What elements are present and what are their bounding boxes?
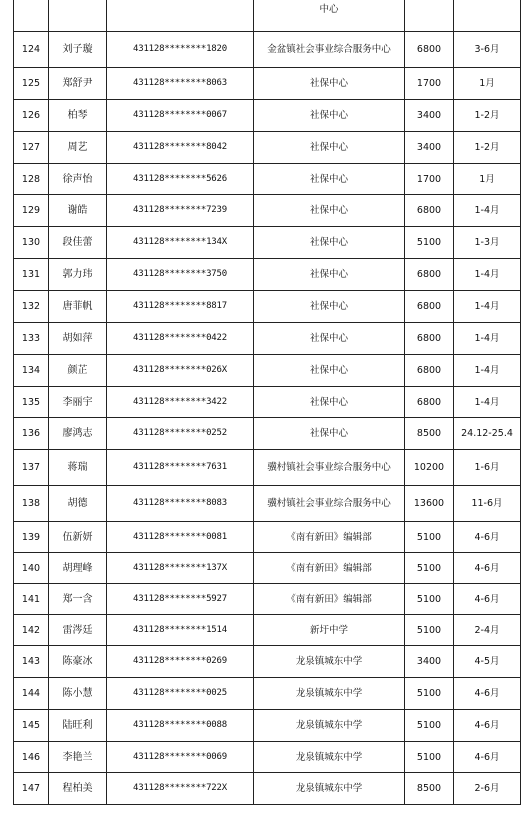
id-number-cell: 431128********8042 xyxy=(107,132,254,164)
period-cell: 4-6月 xyxy=(454,742,521,773)
work-unit-cell: 龙泉镇城东中学 xyxy=(254,773,405,805)
work-unit-cell: 《南有新田》编辑部 xyxy=(254,522,405,553)
id-number-cell xyxy=(107,0,254,32)
period-cell: 4-6月 xyxy=(454,678,521,710)
table-row xyxy=(14,553,521,584)
period-cell: 4-6月 xyxy=(454,553,521,584)
name-cell: 周艺 xyxy=(49,132,107,164)
table-row xyxy=(14,32,521,68)
name-cell: 雷涔廷 xyxy=(49,615,107,646)
work-unit-cell: 社保中心 xyxy=(254,132,405,164)
id-number-cell: 431128********0067 xyxy=(107,100,254,132)
row-number-cell: 130 xyxy=(14,227,49,259)
name-cell: 陆旺利 xyxy=(49,710,107,742)
name-cell: 陈小慧 xyxy=(49,678,107,710)
row-number-cell: 135 xyxy=(14,387,49,418)
id-number-cell: 431128********5626 xyxy=(107,164,254,195)
row-number-cell: 138 xyxy=(14,486,49,522)
work-unit-cell: 龙泉镇城东中学 xyxy=(254,678,405,710)
amount-cell: 3400 xyxy=(405,646,454,678)
row-number-cell: 128 xyxy=(14,164,49,195)
id-number-cell: 431128********7239 xyxy=(107,195,254,227)
work-unit-cell: 社保中心 xyxy=(254,291,405,323)
work-unit-cell: 社保中心 xyxy=(254,259,405,291)
id-number-cell: 431128********0069 xyxy=(107,742,254,773)
id-number-cell: 431128********0081 xyxy=(107,522,254,553)
table-row xyxy=(14,522,521,553)
row-number-cell: 137 xyxy=(14,450,49,486)
table-row xyxy=(14,646,521,678)
row-number-cell: 140 xyxy=(14,553,49,584)
name-cell: 徐声怡 xyxy=(49,164,107,195)
table-row xyxy=(14,0,521,32)
row-number-cell: 131 xyxy=(14,259,49,291)
work-unit-cell: 《南有新田》编辑部 xyxy=(254,584,405,615)
name-cell: 谢皓 xyxy=(49,195,107,227)
row-number-cell: 127 xyxy=(14,132,49,164)
name-cell: 颜芷 xyxy=(49,355,107,387)
amount-cell: 6800 xyxy=(405,259,454,291)
name-cell: 伍新妍 xyxy=(49,522,107,553)
id-number-cell: 431128********0269 xyxy=(107,646,254,678)
work-unit-cell: 社保中心 xyxy=(254,195,405,227)
name-cell: 胡德 xyxy=(49,486,107,522)
period-cell: 1-4月 xyxy=(454,195,521,227)
amount-cell: 6800 xyxy=(405,195,454,227)
row-number-cell: 136 xyxy=(14,418,49,450)
work-unit-cell: 社保中心 xyxy=(254,355,405,387)
amount-cell xyxy=(405,0,454,32)
row-number-cell: 129 xyxy=(14,195,49,227)
amount-cell: 5100 xyxy=(405,584,454,615)
name-cell: 廖鸿志 xyxy=(49,418,107,450)
work-unit-cell: 龙泉镇城东中学 xyxy=(254,710,405,742)
period-cell: 1-4月 xyxy=(454,259,521,291)
id-number-cell: 431128********8083 xyxy=(107,486,254,522)
table-row xyxy=(14,387,521,418)
work-unit-cell: 骥村镇社会事业综合服务中心 xyxy=(254,486,405,522)
data-table xyxy=(13,0,521,805)
amount-cell: 5100 xyxy=(405,553,454,584)
amount-cell: 5100 xyxy=(405,522,454,553)
id-number-cell: 431128********3750 xyxy=(107,259,254,291)
table-row xyxy=(14,100,521,132)
row-number-cell: 144 xyxy=(14,678,49,710)
period-cell xyxy=(454,0,521,32)
table-row xyxy=(14,323,521,355)
period-cell: 1-3月 xyxy=(454,227,521,259)
id-number-cell: 431128********3422 xyxy=(107,387,254,418)
amount-cell: 6800 xyxy=(405,387,454,418)
amount-cell: 10200 xyxy=(405,450,454,486)
period-cell: 1-6月 xyxy=(454,450,521,486)
amount-cell: 5100 xyxy=(405,227,454,259)
name-cell: 段佳蕾 xyxy=(49,227,107,259)
row-number-cell xyxy=(14,0,49,32)
name-cell: 胡如萍 xyxy=(49,323,107,355)
period-cell: 1-2月 xyxy=(454,100,521,132)
name-cell: 刘子璇 xyxy=(49,32,107,68)
table-body xyxy=(14,0,521,805)
id-number-cell: 431128********722X xyxy=(107,773,254,805)
table-row xyxy=(14,259,521,291)
table-row xyxy=(14,615,521,646)
amount-cell: 8500 xyxy=(405,773,454,805)
row-number-cell: 139 xyxy=(14,522,49,553)
amount-cell: 5100 xyxy=(405,710,454,742)
work-unit-cell: 社保中心 xyxy=(254,164,405,195)
table-row xyxy=(14,355,521,387)
name-cell: 唐菲帆 xyxy=(49,291,107,323)
row-number-cell: 147 xyxy=(14,773,49,805)
period-cell: 1-4月 xyxy=(454,323,521,355)
id-number-cell: 431128********0422 xyxy=(107,323,254,355)
amount-cell: 8500 xyxy=(405,418,454,450)
work-unit-cell: 社保中心 xyxy=(254,68,405,100)
table-row xyxy=(14,678,521,710)
work-unit-cell: 龙泉镇城东中学 xyxy=(254,742,405,773)
row-number-cell: 142 xyxy=(14,615,49,646)
period-cell: 4-6月 xyxy=(454,522,521,553)
name-cell: 柏琴 xyxy=(49,100,107,132)
amount-cell: 1700 xyxy=(405,164,454,195)
amount-cell: 5100 xyxy=(405,742,454,773)
name-cell: 郑舒尹 xyxy=(49,68,107,100)
amount-cell: 6800 xyxy=(405,323,454,355)
row-number-cell: 124 xyxy=(14,32,49,68)
id-number-cell: 431128********5927 xyxy=(107,584,254,615)
work-unit-cell: 《南有新田》编辑部 xyxy=(254,553,405,584)
work-unit-cell: 金盆镇社会事业综合服务中心 xyxy=(254,32,405,68)
id-number-cell: 431128********137X xyxy=(107,553,254,584)
name-cell: 郭力玮 xyxy=(49,259,107,291)
name-cell: 郑一含 xyxy=(49,584,107,615)
period-cell: 3-6月 xyxy=(454,32,521,68)
id-number-cell: 431128********0252 xyxy=(107,418,254,450)
amount-cell: 6800 xyxy=(405,291,454,323)
table-row xyxy=(14,450,521,486)
amount-cell: 3400 xyxy=(405,100,454,132)
table-row xyxy=(14,773,521,805)
work-unit-cell: 社保中心 xyxy=(254,227,405,259)
id-number-cell: 431128********1514 xyxy=(107,615,254,646)
row-number-cell: 134 xyxy=(14,355,49,387)
id-number-cell: 431128********026X xyxy=(107,355,254,387)
period-cell: 1-4月 xyxy=(454,355,521,387)
table-row xyxy=(14,68,521,100)
row-number-cell: 145 xyxy=(14,710,49,742)
work-unit-cell: 中心 xyxy=(254,0,405,32)
work-unit-cell: 社保中心 xyxy=(254,418,405,450)
row-number-cell: 125 xyxy=(14,68,49,100)
row-number-cell: 133 xyxy=(14,323,49,355)
work-unit-cell: 社保中心 xyxy=(254,100,405,132)
amount-cell: 6800 xyxy=(405,32,454,68)
name-cell: 陈豪冰 xyxy=(49,646,107,678)
period-cell: 1-4月 xyxy=(454,387,521,418)
name-cell xyxy=(49,0,107,32)
id-number-cell: 431128********7631 xyxy=(107,450,254,486)
table-row xyxy=(14,710,521,742)
amount-cell: 5100 xyxy=(405,615,454,646)
work-unit-cell: 新圩中学 xyxy=(254,615,405,646)
id-number-cell: 431128********1820 xyxy=(107,32,254,68)
name-cell: 胡理峰 xyxy=(49,553,107,584)
amount-cell: 13600 xyxy=(405,486,454,522)
table-row xyxy=(14,227,521,259)
period-cell: 2-6月 xyxy=(454,773,521,805)
table-row xyxy=(14,291,521,323)
amount-cell: 6800 xyxy=(405,355,454,387)
period-cell: 1-4月 xyxy=(454,291,521,323)
period-cell: 4-6月 xyxy=(454,584,521,615)
amount-cell: 3400 xyxy=(405,132,454,164)
work-unit-cell: 社保中心 xyxy=(254,323,405,355)
period-cell: 24.12-25.4 xyxy=(454,418,521,450)
id-number-cell: 431128********0088 xyxy=(107,710,254,742)
period-cell: 4-5月 xyxy=(454,646,521,678)
work-unit-cell: 社保中心 xyxy=(254,387,405,418)
period-cell: 1月 xyxy=(454,68,521,100)
name-cell: 李艳兰 xyxy=(49,742,107,773)
period-cell: 11-6月 xyxy=(454,486,521,522)
table-row xyxy=(14,195,521,227)
row-number-cell: 132 xyxy=(14,291,49,323)
period-cell: 4-6月 xyxy=(454,710,521,742)
name-cell: 李丽宇 xyxy=(49,387,107,418)
table-row xyxy=(14,132,521,164)
id-number-cell: 431128********8817 xyxy=(107,291,254,323)
amount-cell: 5100 xyxy=(405,678,454,710)
table-row xyxy=(14,418,521,450)
amount-cell: 1700 xyxy=(405,68,454,100)
row-number-cell: 146 xyxy=(14,742,49,773)
name-cell: 程柏美 xyxy=(49,773,107,805)
table-row xyxy=(14,584,521,615)
id-number-cell: 431128********0025 xyxy=(107,678,254,710)
period-cell: 2-4月 xyxy=(454,615,521,646)
name-cell: 蒋瑞 xyxy=(49,450,107,486)
work-unit-cell: 龙泉镇城东中学 xyxy=(254,646,405,678)
id-number-cell: 431128********8063 xyxy=(107,68,254,100)
id-number-cell: 431128********134X xyxy=(107,227,254,259)
period-cell: 1-2月 xyxy=(454,132,521,164)
work-unit-cell: 骥村镇社会事业综合服务中心 xyxy=(254,450,405,486)
table-row xyxy=(14,164,521,195)
period-cell: 1月 xyxy=(454,164,521,195)
table-row xyxy=(14,486,521,522)
row-number-cell: 126 xyxy=(14,100,49,132)
table-row xyxy=(14,742,521,773)
row-number-cell: 143 xyxy=(14,646,49,678)
row-number-cell: 141 xyxy=(14,584,49,615)
